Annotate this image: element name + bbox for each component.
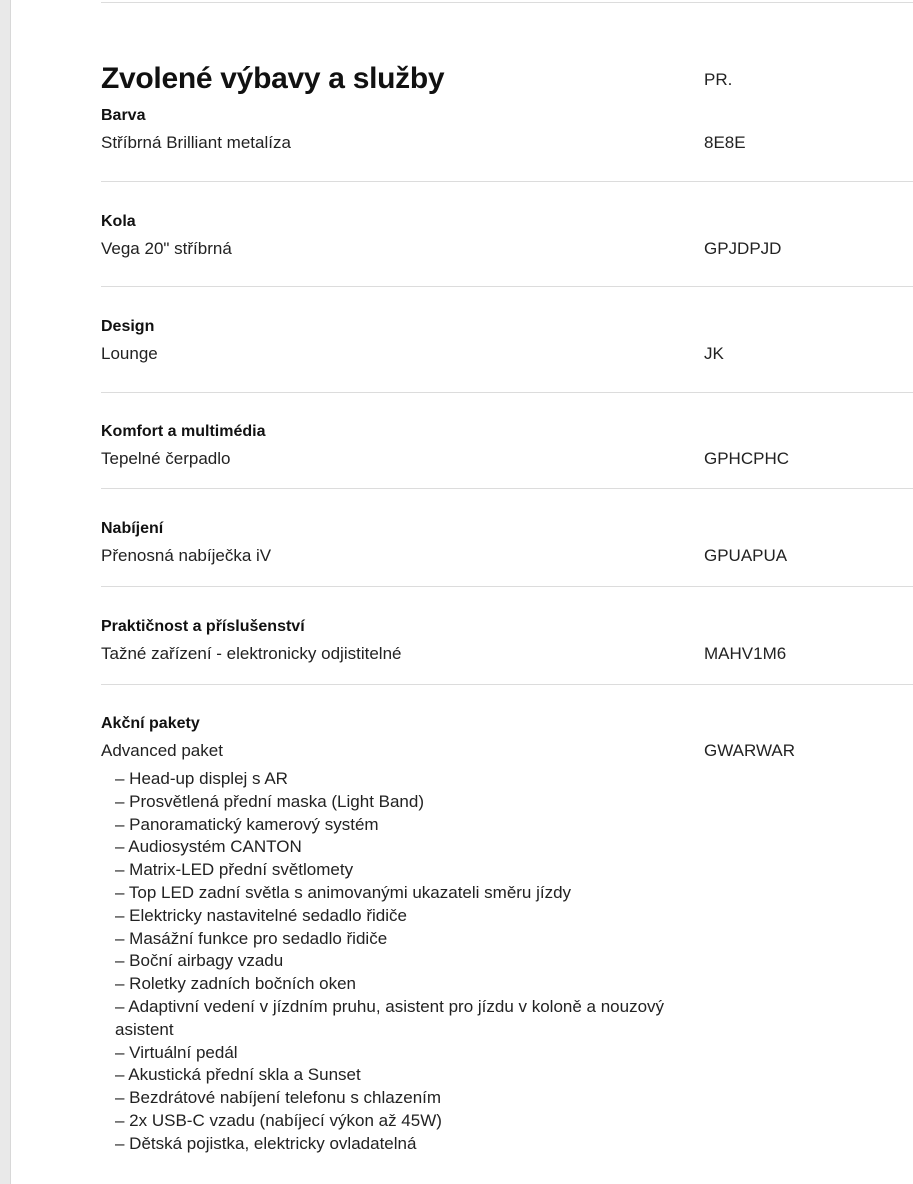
section-label: Praktičnost a příslušenství	[101, 618, 305, 635]
list-item: – Virtuální pedál	[115, 1042, 238, 1062]
section-value: Advanced paket	[101, 741, 223, 760]
section-divider	[101, 286, 913, 287]
section-divider	[101, 181, 913, 182]
list-item: – Audiosystém CANTON	[115, 837, 302, 857]
section-code: JK	[704, 344, 724, 363]
list-item: – Dětská pojistka, elektricky ovladatelná	[115, 1133, 417, 1153]
list-item: – Head-up displej s AR	[115, 769, 288, 788]
list-item: – Elektricky nastavitelné sedadlo řidiče	[115, 905, 407, 925]
page-edge	[0, 0, 11, 1184]
list-item: – Bezdrátové nabíjení telefonu s chlazením	[115, 1088, 442, 1108]
package-item-list	[115, 768, 705, 1156]
list-item: – Top LED zadní světla s animovanými ukazateli směru jízdy	[115, 882, 572, 902]
list-item: – Akustická přední skla a Sunset	[115, 1065, 361, 1085]
section-label: Nabíjení	[101, 520, 164, 537]
section-label: Akční pakety	[101, 715, 200, 732]
section-code: MAHV1M6	[704, 644, 787, 663]
list-item: – Panoramatický kamerový systém	[115, 814, 379, 834]
section-code: GPHCPHC	[704, 449, 790, 468]
list-item: – Masážní funkce pro sedadlo řidiče	[115, 928, 388, 948]
section-code: GWARWAR	[704, 741, 795, 760]
section-value: Stříbrná Brilliant metalíza	[101, 133, 291, 152]
section-value: Tepelné čerpadlo	[101, 449, 231, 468]
section-divider	[101, 392, 913, 393]
code-column-header: PR.	[704, 70, 733, 89]
section-code: GPUAPUA	[704, 546, 788, 565]
list-item: – Boční airbagy vzadu	[115, 951, 284, 971]
section-value: Přenosná nabíječka iV	[101, 546, 272, 565]
top-divider	[101, 2, 913, 3]
section-value: Vega 20" stříbrná	[101, 239, 232, 258]
section-divider	[101, 488, 913, 489]
list-item: – Roletky zadních bočních oken	[115, 974, 356, 994]
section-label: Barva	[101, 107, 146, 124]
list-item: – 2x USB-C vzadu (nabíjecí výkon až 45W)	[115, 1110, 442, 1130]
list-item: – Prosvětlená přední maska (Light Band)	[115, 791, 425, 811]
page-title: Zvolené výbavy a služby	[101, 62, 445, 95]
section-label: Design	[101, 318, 155, 335]
section-divider	[101, 684, 913, 685]
section-label: Kola	[101, 213, 136, 230]
section-code: 8E8E	[704, 133, 746, 152]
list-item: – Adaptivní vedení v jízdním pruhu, asistent pro jízdu v koloně a nouzový asistent	[115, 996, 665, 1039]
section-code: GPJDPJD	[704, 239, 782, 258]
section-label: Komfort a multimédia	[101, 423, 266, 440]
section-divider	[101, 586, 913, 587]
list-item: – Matrix-LED přední světlomety	[115, 860, 354, 880]
section-value: Lounge	[101, 344, 158, 363]
section-value: Tažné zařízení - elektronicky odjistitelné	[101, 644, 402, 663]
